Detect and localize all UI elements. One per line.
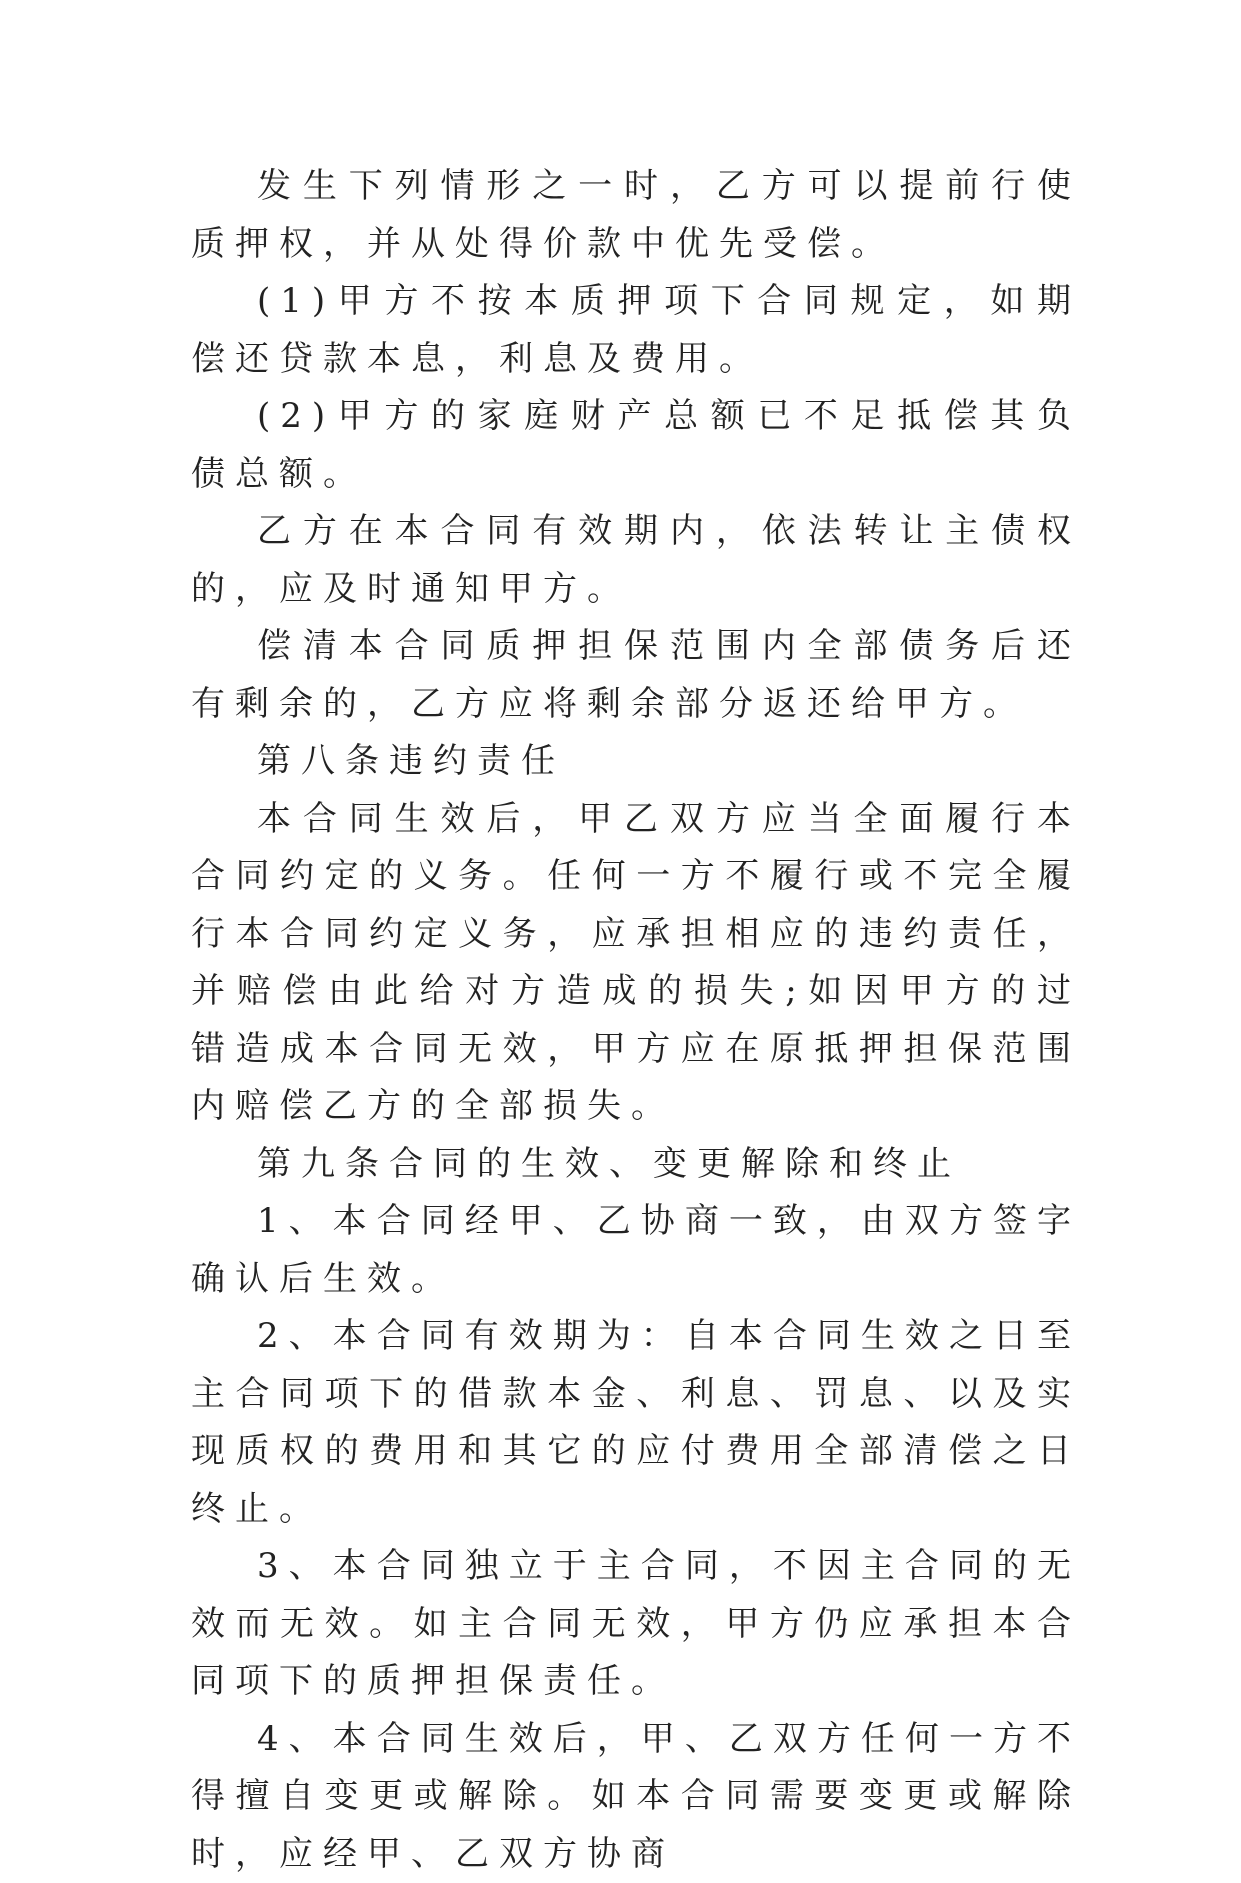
paragraph-clause-2: (2)甲方的家庭财产总额已不足抵偿其负债总额。 [191, 388, 1081, 503]
paragraph-item-4: 4、本合同生效后，甲、乙双方任何一方不得擅自变更或解除。如本合同需要变更或解除时，应经甲、乙双方协商 [191, 1711, 1081, 1883]
paragraph-item-3: 3、本合同独立于主合同，不因主合同的无效而无效。如主合同无效，甲方仍应承担本合同项下的质押担保责任。 [191, 1538, 1081, 1711]
document-body [191, 158, 1081, 1883]
paragraph-early-enforcement: 发生下列情形之一时，乙方可以提前行使质押权，并从处得价款中优先受偿。 [191, 158, 1081, 273]
paragraph-clause-1: (1)甲方不按本质押项下合同规定，如期偿还贷款本息，利息及费用。 [191, 273, 1081, 388]
paragraph-breach-liability: 本合同生效后，甲乙双方应当全面履行本合同约定的义务。任何一方不履行或不完全履行本合同约定义务，应承担相应的违约责任，并赔偿由此给对方造成的损失;如因甲方的过错造成本合同无效，甲方应在原抵押担保范围内赔偿乙方的全部损失。 [191, 791, 1081, 1136]
section-heading-article-8: 第八条违约责任 [191, 733, 1081, 791]
paragraph-item-1: 1、本合同经甲、乙协商一致，由双方签字确认后生效。 [191, 1193, 1081, 1308]
paragraph-item-2: 2、本合同有效期为：自本合同生效之日至主合同项下的借款本金、利息、罚息、以及实现质权的费用和其它的应付费用全部清偿之日终止。 [191, 1308, 1081, 1538]
section-heading-article-9: 第九条合同的生效、变更解除和终止 [191, 1136, 1081, 1194]
paragraph-surplus-return: 偿清本合同质押担保范围内全部债务后还有剩余的，乙方应将剩余部分返还给甲方。 [191, 618, 1081, 733]
paragraph-transfer-notice: 乙方在本合同有效期内，依法转让主债权的，应及时通知甲方。 [191, 503, 1081, 618]
